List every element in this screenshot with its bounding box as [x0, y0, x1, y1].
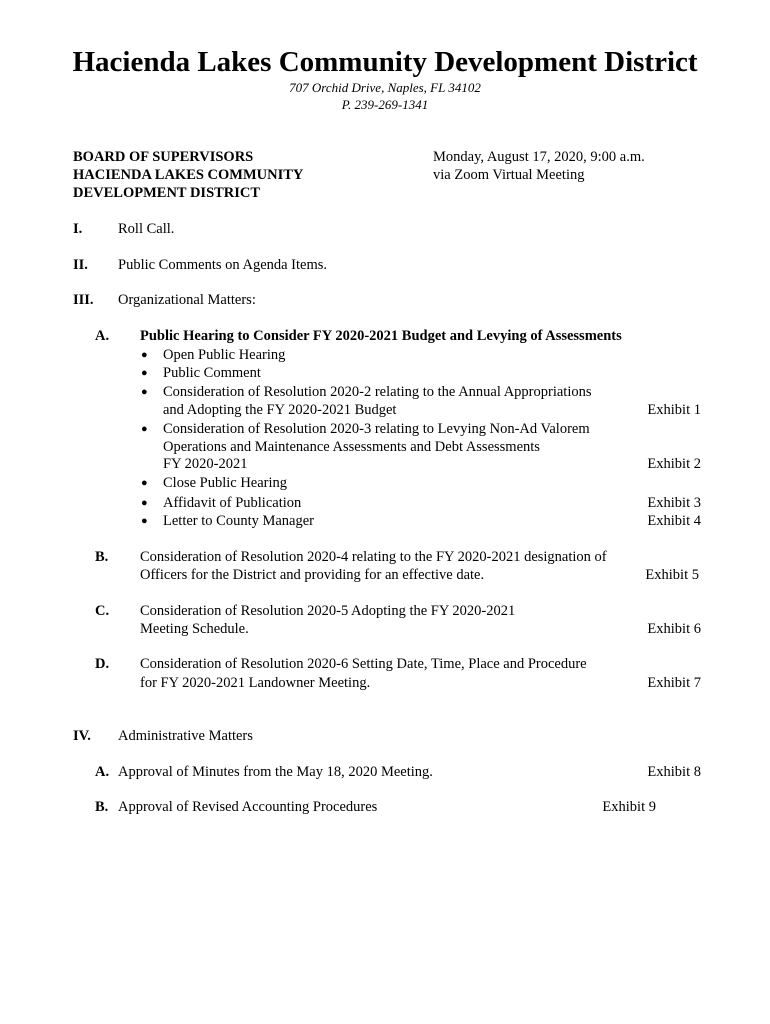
bullet-text: Letter to County Manager	[163, 513, 314, 529]
bullet-text: FY 2020-2021	[163, 456, 248, 472]
item-text: Meeting Schedule.	[140, 621, 249, 637]
exhibit-ref: Exhibit 4	[647, 513, 701, 529]
bullet-text: and Adopting the FY 2020-2021 Budget	[163, 402, 397, 418]
page-title: Hacienda Lakes Community Development District	[72, 46, 698, 78]
exhibit-ref: Exhibit 7	[647, 675, 701, 691]
exhibit-ref: Exhibit 9	[602, 799, 656, 815]
item-text: for FY 2020-2021 Landowner Meeting.	[140, 675, 371, 691]
bullet-icon: ●	[141, 515, 148, 527]
exhibit-ref: Exhibit 3	[647, 495, 701, 511]
bullet-icon: ●	[141, 497, 148, 509]
board-line-2: HACIENDA LAKES COMMUNITY	[73, 167, 304, 183]
section-number: I.	[73, 221, 83, 237]
board-line-1: BOARD OF SUPERVISORS	[73, 149, 254, 165]
item-letter: D.	[95, 656, 110, 672]
exhibit-ref: Exhibit 1	[647, 402, 701, 418]
meeting-date: Monday, August 17, 2020, 9:00 a.m.	[433, 149, 645, 165]
public-hearing-heading: Public Hearing to Consider FY 2020-2021 Budget and Levying of Assessments	[140, 328, 622, 344]
item-text: Consideration of Resolution 2020-4 relating to the FY 2020-2021 designation of	[140, 549, 607, 565]
section-label: Organizational Matters:	[118, 292, 256, 308]
item-text: Consideration of Resolution 2020-5 Adopting the FY 2020-2021	[140, 603, 516, 619]
item-letter: A.	[95, 764, 110, 780]
item-text: Approval of Minutes from the May 18, 2020 Meeting.	[118, 764, 433, 780]
board-line-3: DEVELOPMENT DISTRICT	[73, 185, 261, 201]
bullet-icon: ●	[141, 423, 148, 435]
section-label: Public Comments on Agenda Items.	[118, 257, 328, 273]
bullet-text: Public Comment	[163, 365, 261, 381]
bullet-text: Open Public Hearing	[163, 347, 286, 363]
section-number: IV.	[73, 728, 91, 744]
item-text: Officers for the District and providing for an effective date.	[140, 567, 485, 583]
section-label: Administrative Matters	[118, 728, 253, 744]
exhibit-ref: Exhibit 5	[645, 567, 699, 583]
bullet-text: Close Public Hearing	[163, 475, 288, 491]
item-text: Consideration of Resolution 2020-6 Setting Date, Time, Place and Procedure	[140, 656, 587, 672]
item-letter: B.	[95, 799, 109, 815]
item-letter: B.	[95, 549, 109, 565]
section-number: III.	[73, 292, 94, 308]
section-label: Roll Call.	[118, 221, 175, 237]
bullet-text: Consideration of Resolution 2020-3 relating to Levying Non-Ad Valorem	[163, 421, 590, 437]
item-text: Approval of Revised Accounting Procedures	[118, 799, 378, 815]
section-number: II.	[73, 257, 88, 273]
bullet-text: Operations and Maintenance Assessments and Debt Assessments	[163, 439, 540, 455]
item-letter: C.	[95, 603, 110, 619]
district-phone: P. 239-269-1341	[341, 97, 429, 112]
exhibit-ref: Exhibit 2	[647, 456, 701, 472]
item-letter: A.	[95, 328, 110, 344]
bullet-text: Affidavit of Publication	[163, 495, 302, 511]
district-address: 707 Orchid Drive, Naples, FL 34102	[289, 80, 481, 95]
bullet-icon: ●	[141, 386, 148, 398]
meeting-location: via Zoom Virtual Meeting	[433, 167, 585, 183]
bullet-icon: ●	[141, 477, 148, 489]
bullet-icon: ●	[141, 349, 148, 361]
bullet-text: Consideration of Resolution 2020-2 relating to the Annual Appropriations	[163, 384, 592, 400]
exhibit-ref: Exhibit 8	[647, 764, 701, 780]
exhibit-ref: Exhibit 6	[647, 621, 701, 637]
bullet-icon: ●	[141, 367, 148, 379]
